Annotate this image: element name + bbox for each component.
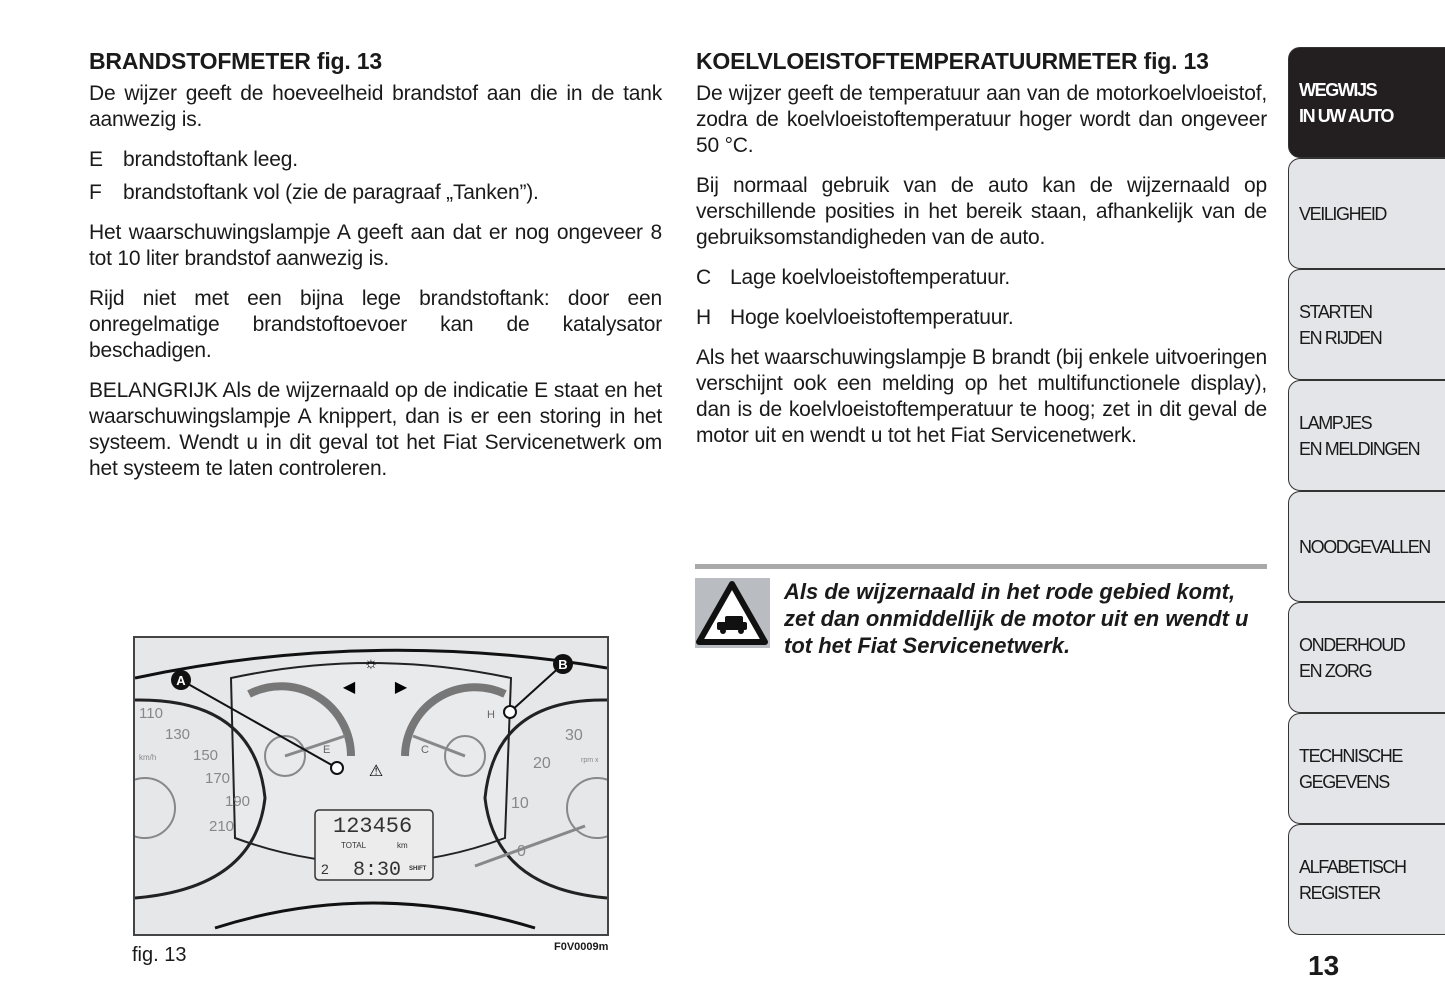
hazard-icon: ⚠	[368, 763, 384, 780]
tick-label: 170	[205, 770, 231, 787]
temp-h-label: H	[487, 709, 495, 721]
tick-label: 190	[225, 793, 251, 810]
tick-label: 0	[517, 843, 526, 860]
tab-technische[interactable]: TECHNISCHE GEGEVENS	[1288, 713, 1445, 824]
shift-indicator: SHIFT	[409, 866, 427, 872]
callout-a: A	[176, 673, 186, 688]
figure-code: F0V0009m	[554, 941, 609, 953]
warning-text: Als de wijzernaald in het rode gebied komt, zet dan onmiddellijk de motor uit en wendt u tot het Fiat Servicenetwerk.	[784, 579, 1249, 658]
paragraph: Het waarschuwingslampje A geeft aan dat er nog ongeveer 8 tot 10 liter brandstof aanwezig is.	[89, 221, 662, 270]
unit-label: km	[397, 841, 408, 850]
list-item	[89, 147, 662, 173]
item-key: C	[696, 266, 711, 289]
tick-label: 110	[139, 705, 163, 722]
paragraph: Rijd niet met een bijna lege brandstoftank: door een onregelmatige brandstoftoevoer kan de katalysator beschadigen.	[89, 287, 662, 362]
clock: 8:30	[353, 859, 402, 882]
speed-unit: km/h	[139, 753, 157, 762]
item-text: brandstoftank leeg.	[123, 148, 298, 171]
item-key: E	[89, 148, 103, 171]
list-item	[89, 180, 662, 206]
callout-b: B	[558, 657, 568, 672]
temp-c-label: C	[421, 744, 429, 756]
item-text: Hoge koelvloeistoftemperatuur.	[730, 306, 1014, 329]
tick-label: 150	[193, 747, 219, 764]
divider	[695, 564, 1267, 569]
page-number: 13	[1308, 950, 1340, 981]
tab-wegwijs[interactable]: WEGWIJS IN UW AUTO	[1288, 47, 1445, 158]
light-icon: ☼	[363, 655, 379, 672]
tick-label: 30	[565, 727, 583, 744]
item-text: brandstoftank vol (zie de paragraaf „Tanken”).	[123, 181, 539, 204]
tab-lampjes[interactable]: LAMPJES EN MELDINGEN	[1288, 380, 1445, 491]
turn-left-icon: ◀	[342, 679, 356, 696]
turn-right-icon: ▶	[394, 679, 408, 696]
coolant-gauge-section	[696, 48, 1267, 463]
item-key: H	[696, 306, 711, 329]
tick-label: 210	[209, 818, 235, 835]
section-heading: KOELVLOEISTOFTEMPERATUURMETER fig. 13	[696, 48, 1209, 74]
item-key: F	[89, 181, 102, 204]
tab-onderhoud[interactable]: ONDERHOUD EN ZORG	[1288, 602, 1445, 713]
paragraph: De wijzer geeft de temperatuur aan van de motorkoelvloeistof, zodra de koelvloeistoftemperatuur hoger wordt dan ongeveer 50 °C.	[696, 82, 1267, 157]
list-item	[696, 265, 1267, 291]
item-text: Lage koelvloeistoftemperatuur.	[730, 266, 1011, 289]
tick-label: 10	[511, 795, 529, 812]
paragraph: BELANGRIJK Als de wijzernaald op de indicatie E staat en het waarschuwingslampje A knippert, dan is er een storing in het systeem. Wendt u in dit geval tot het Fiat Servicenetwerk om het systeem te laten controleren.	[89, 379, 662, 480]
total-label: TOTAL	[341, 841, 367, 850]
section-heading: BRANDSTOFMETER fig. 13	[89, 48, 382, 74]
chapter-tabs	[1288, 47, 1445, 935]
gear: 2	[321, 861, 329, 877]
fuel-e-label: E	[323, 744, 331, 756]
fuel-gauge-section	[89, 48, 662, 496]
tick-label: 130	[165, 726, 191, 743]
paragraph: Bij normaal gebruik van de auto kan de wijzernaald op verschillende posities in het bereik staan, afhankelijk van de gebruiksomstandigheden van de auto.	[696, 174, 1267, 249]
tab-noodgevallen[interactable]: NOODGEVALLEN	[1288, 491, 1445, 602]
tab-starten[interactable]: STARTEN EN RIJDEN	[1288, 269, 1445, 380]
odometer: 123456	[333, 814, 413, 839]
paragraph: De wijzer geeft de hoeveelheid brandstof aan die in de tank aanwezig is.	[89, 82, 662, 131]
rpm-ticks	[511, 727, 599, 860]
tab-alfabetisch[interactable]: ALFABETISCH REGISTER	[1288, 824, 1445, 935]
paragraph: Als het waarschuwingslampje B brandt (bij enkele uitvoeringen verschijnt ook een melding op het multifunctionele display), dan is de koelvloeistoftemperatuur te hoog; zet in dit geval de motor uit en wendt u tot het Fiat Servicenetwerk.	[696, 346, 1267, 447]
warning-triangle-icon	[695, 578, 770, 648]
tick-label: 20	[533, 755, 551, 772]
figure-caption: fig. 13	[132, 944, 187, 966]
tab-veiligheid[interactable]: VEILIGHEID	[1288, 158, 1445, 269]
list-item	[696, 305, 1267, 331]
instrument-cluster-figure	[133, 636, 609, 936]
rpm-unit: rpm x	[581, 757, 599, 764]
